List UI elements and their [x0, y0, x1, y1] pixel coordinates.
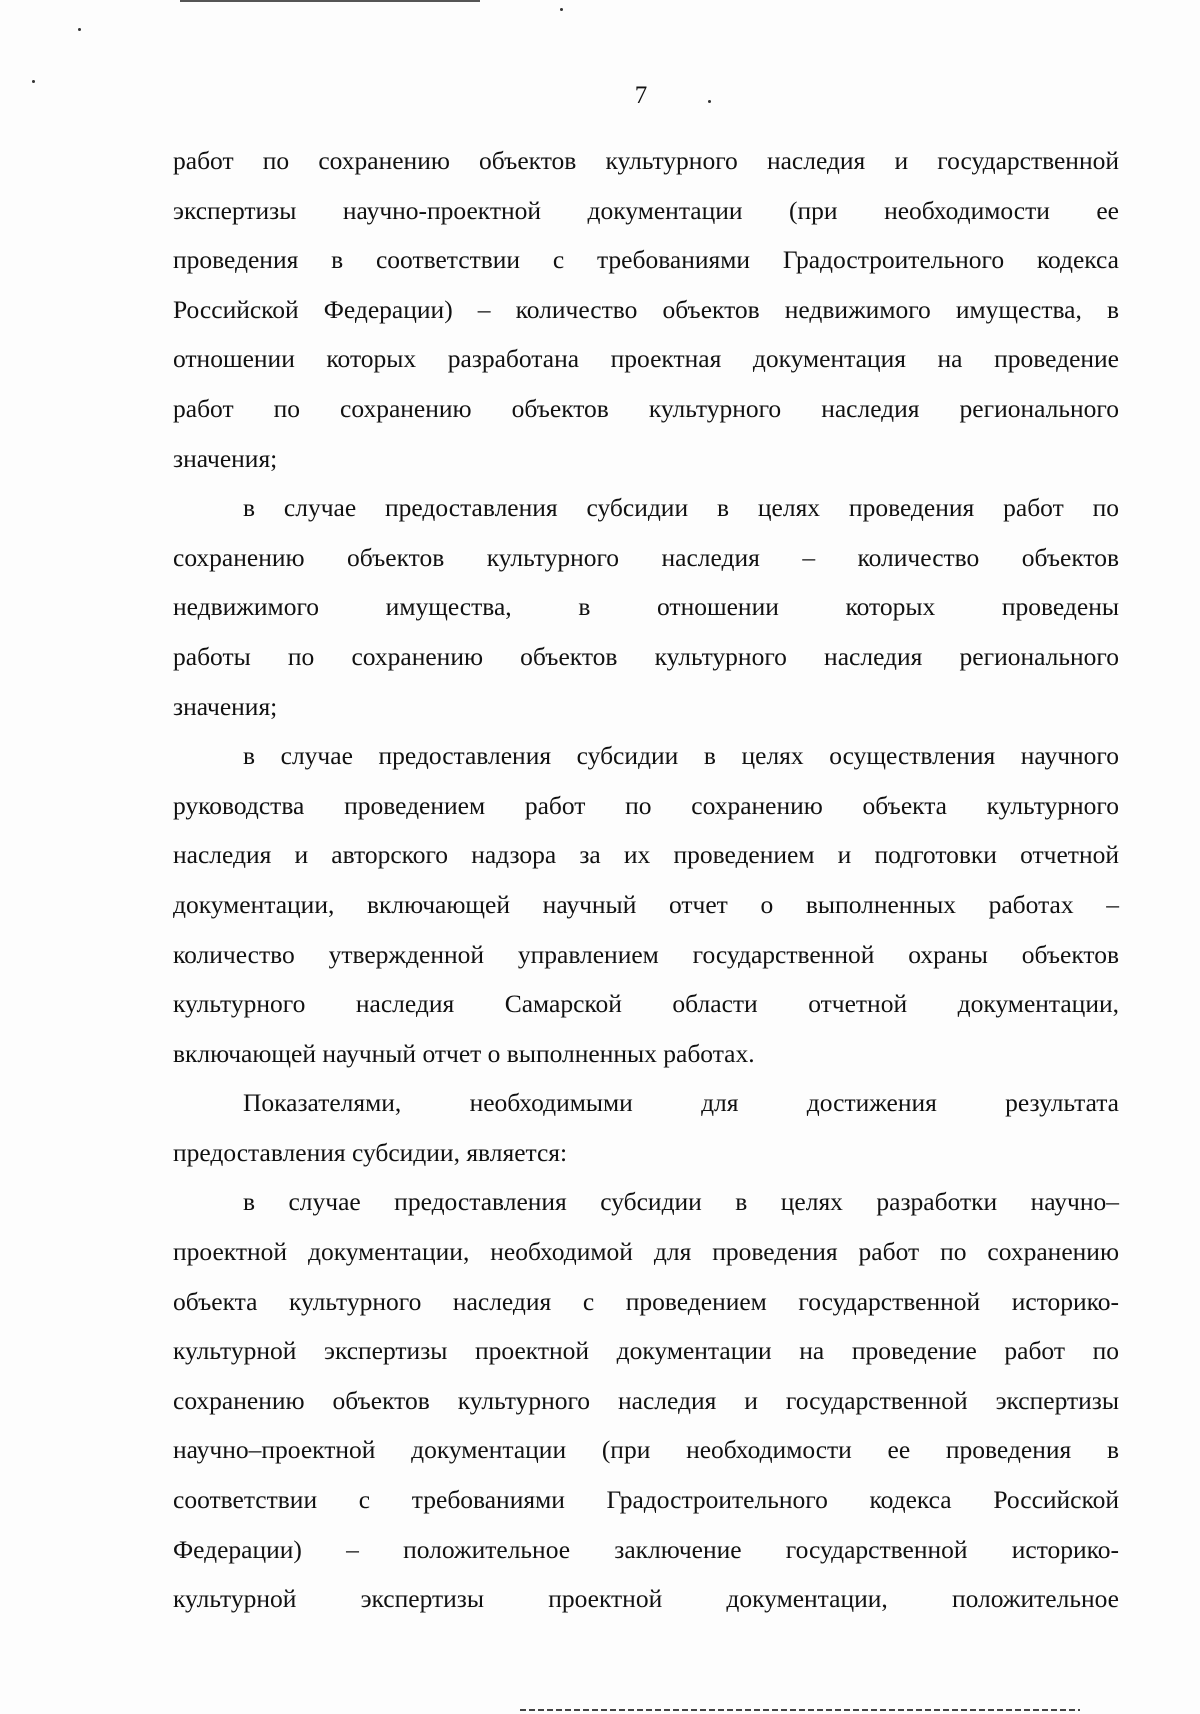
text-line: руководства проведением работ по сохранению объекта культурного	[173, 790, 1119, 820]
text-line: экспертизы научно-проектной документации (при необходимости ее	[173, 195, 1119, 225]
paragraph	[173, 1078, 1119, 1177]
text-line: работ по сохранению объектов культурного наследия и государственной	[173, 146, 1119, 175]
paragraph	[173, 136, 1119, 483]
text-line: документации, включающей научный отчет о выполненных работах –	[173, 889, 1119, 919]
scan-edge-bottom	[520, 1709, 1080, 1711]
document-body	[173, 136, 1119, 1624]
text-line: работы по сохранению объектов культурного наследия регионального	[173, 641, 1119, 671]
scan-speck	[78, 28, 81, 31]
scan-edge-top	[180, 0, 480, 2]
text-line: сохранению объектов культурного наследия и государственной экспертизы	[173, 1385, 1119, 1415]
paragraph	[173, 1177, 1119, 1623]
text-line: значения;	[173, 443, 278, 473]
text-line: проведения в соответствии с требованиями Градостроительного кодекса	[173, 245, 1119, 275]
text-line: культурного наследия Самарской области отчетной документации,	[173, 989, 1119, 1019]
text-line: предоставления субсидии, является:	[173, 1137, 568, 1167]
page-number: 7	[634, 82, 648, 109]
text-line: в случае предоставления субсидии в целях осуществления научного	[243, 741, 1119, 771]
text-line: культурной экспертизы проектной документации, положительное	[173, 1584, 1119, 1614]
text-line: культурной экспертизы проектной документации на проведение работ по	[173, 1336, 1119, 1366]
text-line: Показателями, необходимыми для достижения результата	[243, 1088, 1119, 1118]
text-line: Российской Федерации) – количество объектов недвижимого имущества, в	[173, 294, 1119, 324]
text-line: количество утвержденной управлением государственной охраны объектов	[173, 939, 1119, 969]
text-line: в случае предоставления субсидии в целях разработки научно–	[243, 1187, 1119, 1217]
scan-speck	[560, 8, 563, 11]
text-line: наследия и авторского надзора за их проведением и подготовки отчетной	[173, 840, 1119, 870]
text-line: включающей научный отчет о выполненных работах.	[173, 1038, 755, 1068]
text-line: значения;	[173, 691, 278, 721]
text-line: научно–проектной документации (при необходимости ее проведения в	[173, 1435, 1119, 1465]
text-line: соответствии с требованиями Градостроительного кодекса Российской	[173, 1485, 1119, 1515]
paragraph	[173, 731, 1119, 1078]
text-line: объекта культурного наследия с проведением государственной историко-	[173, 1286, 1119, 1316]
text-line: работ по сохранению объектов культурного наследия регионального	[173, 393, 1119, 423]
paragraph	[173, 483, 1119, 731]
text-line: Федерации) – положительное заключение государственной историко-	[173, 1534, 1119, 1564]
text-line: сохранению объектов культурного наследия – количество объектов	[173, 542, 1119, 572]
text-line: проектной документации, необходимой для проведения работ по сохранению	[173, 1237, 1119, 1267]
text-line: отношении которых разработана проектная документация на проведение	[173, 344, 1119, 374]
text-line: в случае предоставления субсидии в целях проведения работ по	[243, 493, 1119, 523]
text-line: недвижимого имущества, в отношении которых проведены	[173, 592, 1119, 622]
